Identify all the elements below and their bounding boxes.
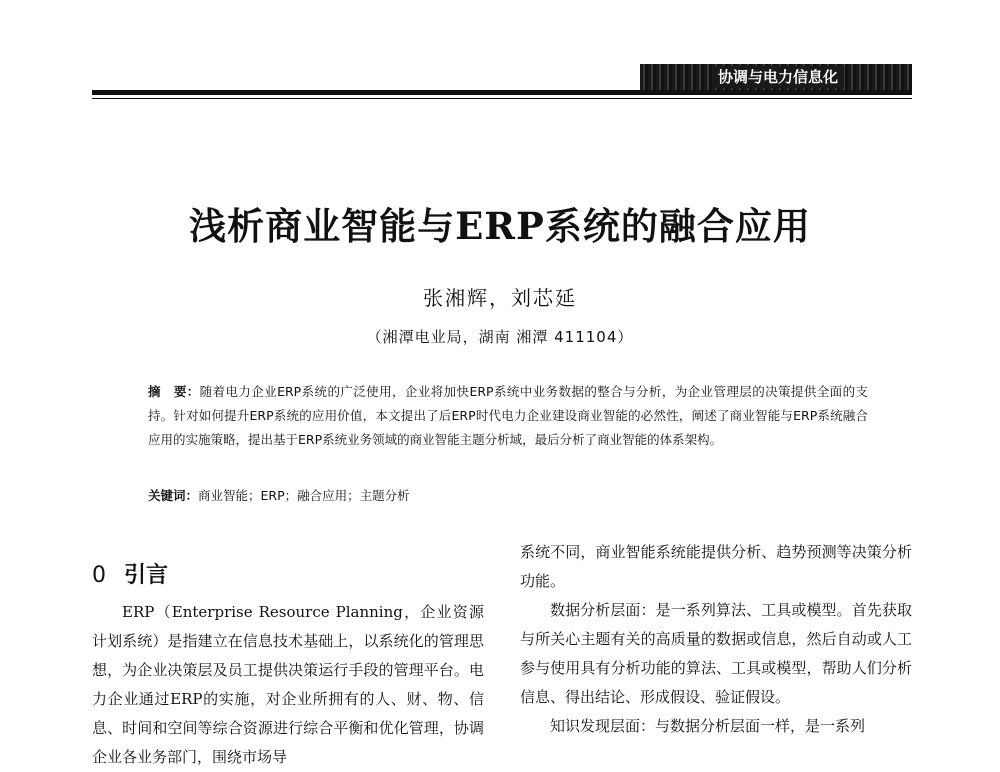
abstract: [148, 380, 868, 452]
paragraph: 知识发现层面：与数据分析层面一样，是一系列: [550, 717, 866, 735]
body-left-column: [92, 598, 484, 772]
paragraph: 系统不同，商业智能系统能提供分析、趋势预测等决策分析功能。: [520, 543, 912, 590]
paragraph: 数据分析层面：是一系列算法、工具或模型。首先获取与所关心主题有关的高质量的数据或信息，然后自动或人工参与使用具有分析功能的算法、工具或模型，帮助人们分析信息、得出结论、形成假设、验证假设。: [520, 601, 912, 706]
section-number: 0: [92, 563, 106, 588]
article-authors: 张湘辉，刘芯延: [423, 286, 577, 310]
article-affiliation: （湘潭电业局，湖南 湘潭 411104）: [366, 328, 634, 346]
paragraph: ERP（Enterprise Resource Planning，企业资源计划系统）是指建立在信息技术基础上，以系统化的管理思想，为企业决策层及员工提供决策运行手段的管理平台。电力企业通过ERP的实施，对企业所拥有的人、财、物、信息、时间和空间等综合资源进行综合平衡和优化管理，协调企业各业务部门，围绕市场导: [92, 603, 484, 766]
article-title: 浅析商业智能与ERP系统的融合应用: [189, 204, 811, 248]
keywords: [148, 484, 868, 508]
section-heading: [92, 558, 168, 589]
body-right-column: [520, 538, 912, 741]
header-rule-thin: [92, 98, 912, 99]
header-rule-thick: [92, 90, 912, 95]
abstract-label: 摘 要：: [148, 384, 200, 399]
abstract-text: 随着电力企业ERP系统的广泛使用，企业将加快ERP系统中业务数据的整合与分析，为企业管理层的决策提供全面的支持。针对如何提升ERP系统的应用价值，本文提出了后ERP时代电力企业建设商业智能的必然性，阐述了商业智能与ERP系统融合应用的实施策略，提出基于ERP系统业务领域的商业智能主题分析域，最后分析了商业智能的体系架构。: [148, 384, 868, 447]
section-title: 引言: [124, 563, 169, 588]
keywords-text: 商业智能；ERP；融合应用；主题分析: [198, 488, 410, 503]
journal-header-title: 协调与电力信息化: [712, 66, 844, 88]
keywords-label: 关键词：: [148, 488, 199, 503]
